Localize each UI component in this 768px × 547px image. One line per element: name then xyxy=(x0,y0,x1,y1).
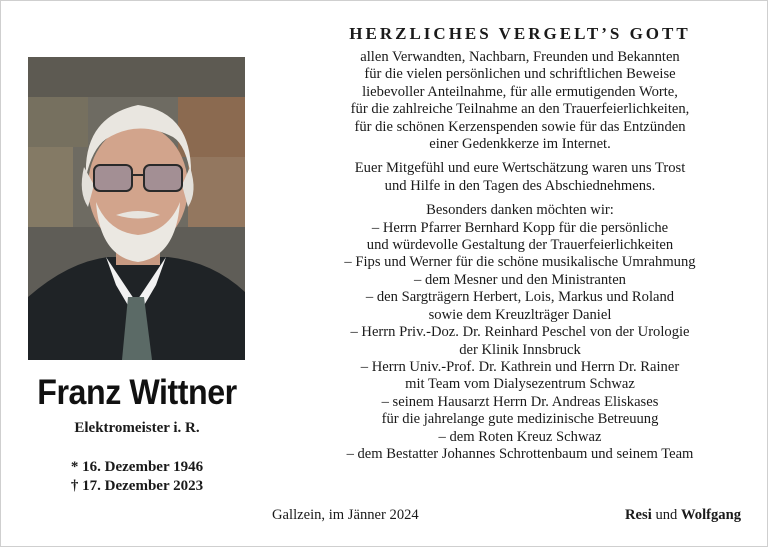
thanks-line: – den Sargträgern Herbert, Lois, Markus und Roland xyxy=(365,289,675,306)
thanks-line: – Herrn Pfarrer Bernhard Kopp für die persönliche xyxy=(371,219,669,236)
thanks-line: sowie dem Kreuzlträger Daniel xyxy=(428,306,612,323)
text-line: für die schönen Kerzenspenden sowie für das Entzünden xyxy=(354,118,686,135)
special-thanks-intro: Besonders danken möchten wir: xyxy=(426,202,614,219)
deceased-title: Elektromeister i. R. xyxy=(74,420,200,436)
thanks-line: – seinem Hausarzt Herrn Dr. Andreas Eliskases xyxy=(381,393,659,410)
text-line: für die vielen persönlichen und schriftlichen Beweise xyxy=(364,66,676,83)
text-line: und Hilfe in den Tagen des Abschiednehmens. xyxy=(384,177,656,194)
thanks-line: – dem Bestatter Johannes Schrottenbaum und seinem Team xyxy=(346,445,694,462)
thanks-heading: HERZLICHES VERGELT’S GOTT xyxy=(349,24,691,43)
signatures xyxy=(625,507,741,524)
paragraph-sympathy xyxy=(280,160,760,195)
thanks-line: – dem Roten Kreuz Schwaz xyxy=(438,428,602,445)
thanks-line: mit Team vom Dialysezentrum Schwaz xyxy=(405,376,635,393)
thanks-body xyxy=(280,49,760,463)
thanks-line: – Fips und Werner für die schöne musikalische Umrahmung xyxy=(344,254,696,271)
thanks-line: und würdevolle Gestaltung der Trauerfeierlichkeiten xyxy=(366,237,674,254)
thanks-line: – Herrn Priv.-Doz. Dr. Reinhard Peschel von der Urologie xyxy=(350,324,690,341)
death-date: † 17. Dezember 2023 xyxy=(70,478,204,494)
thanks-line: der Klinik Innsbruck xyxy=(459,341,581,358)
text-line: Euer Mitgefühl und eure Wertschätzung waren uns Trost xyxy=(354,160,686,177)
signer-name: Resi xyxy=(625,507,652,523)
thanks-line: – dem Mesner und den Ministranten xyxy=(414,271,626,288)
signer-conjunction: und xyxy=(655,507,678,523)
text-line: liebevoller Anteilnahme, für alle ermutigenden Worte, xyxy=(362,83,678,100)
birth-date: * 16. Dezember 1946 xyxy=(70,459,204,475)
thanks-line: – Herrn Univ.-Prof. Dr. Kathrein und Herrn Dr. Rainer xyxy=(360,358,680,375)
portrait-photo xyxy=(28,57,245,360)
text-line: einer Gedenkkerze im Internet. xyxy=(429,136,611,153)
life-dates xyxy=(14,458,260,496)
text-line: allen Verwandten, Nachbarn, Freunden und Bekannten xyxy=(360,49,680,65)
text-line: für die zahlreiche Teilnahme an den Trauerfeierlichkeiten, xyxy=(350,101,690,118)
thanks-line: für die jahrelange gute medizinische Betreuung xyxy=(381,411,659,428)
paragraph-gratitude xyxy=(280,49,760,153)
special-thanks xyxy=(280,202,760,463)
signer-name: Wolfgang xyxy=(680,507,741,523)
deceased-name: Franz Wittner xyxy=(37,373,237,412)
place-date: Gallzein, im Jänner 2024 xyxy=(272,507,419,523)
